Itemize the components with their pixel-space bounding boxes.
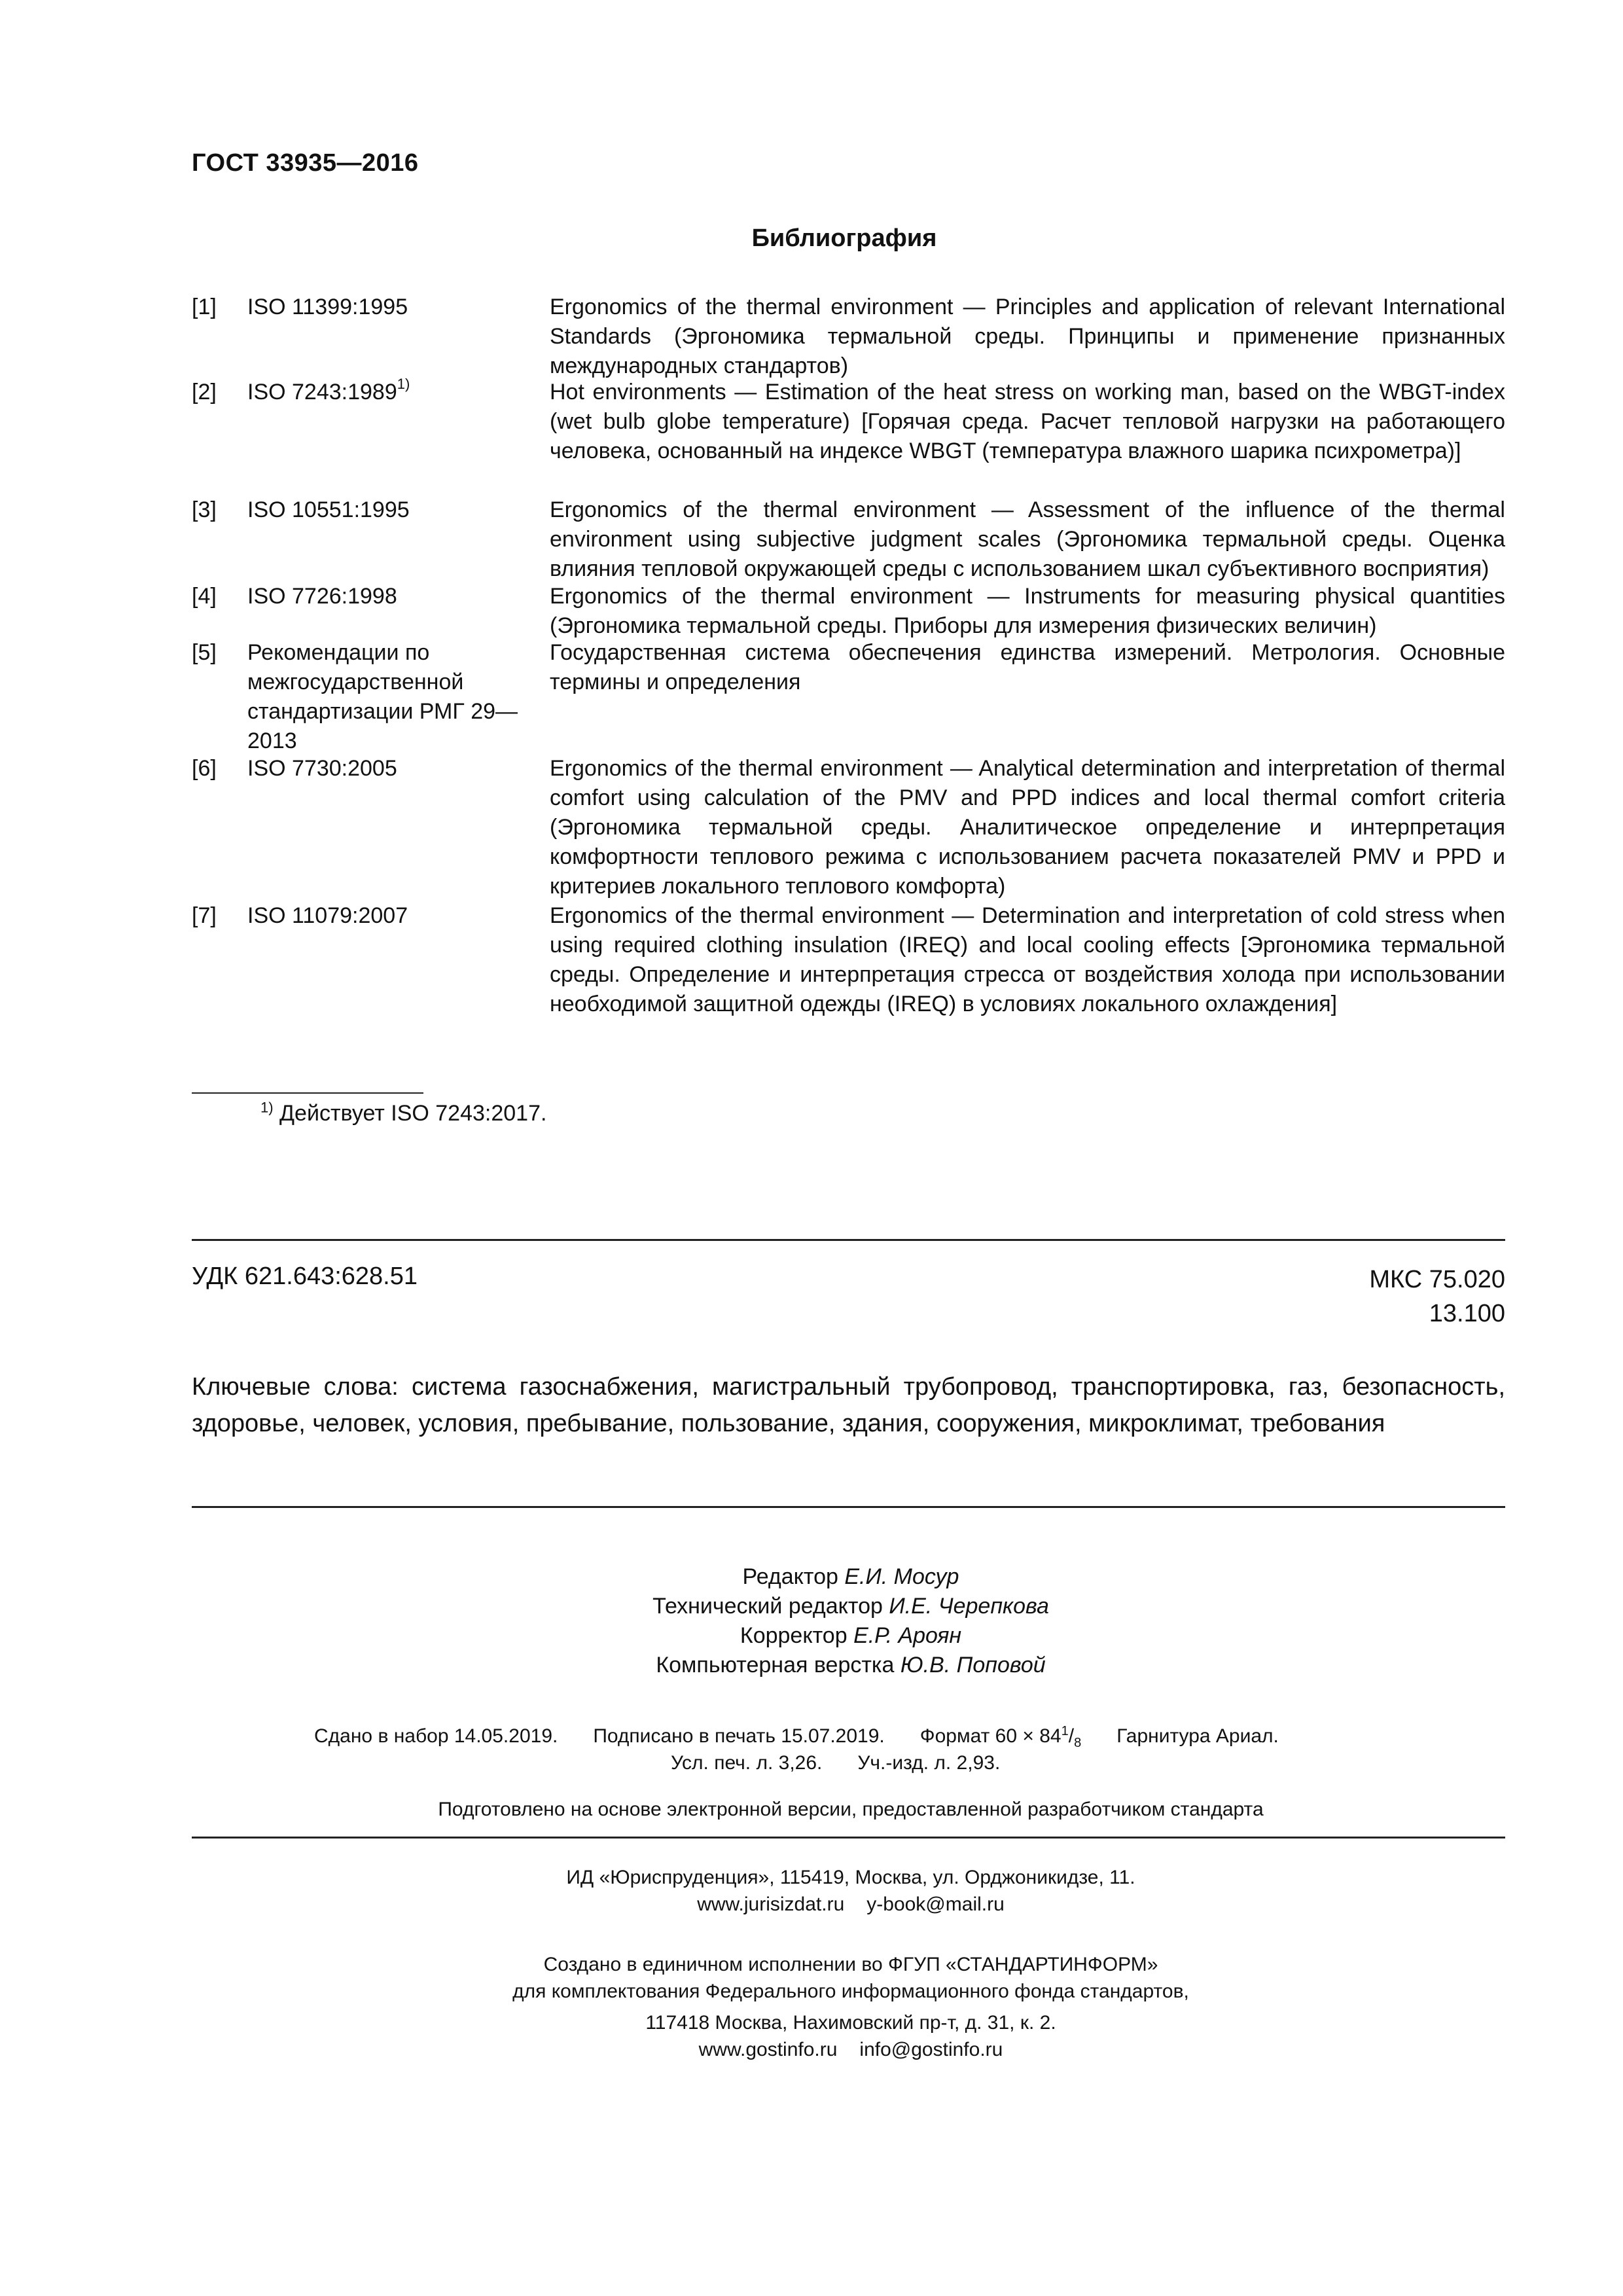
publisher-links — [0, 1891, 1623, 1918]
creation-info — [0, 1951, 1623, 2005]
creation-address — [0, 2009, 1623, 2063]
publication-row-1 — [314, 1723, 1314, 1749]
divider-middle — [192, 1506, 1505, 1508]
entry-code: Рекомендации по межгосударственной стандартизации РМГ 29—2013 — [247, 640, 518, 753]
credits — [0, 1562, 1623, 1680]
entry-number: [4] — [192, 584, 217, 609]
credit-layout — [0, 1651, 1623, 1680]
entry-description: Ergonomics of the thermal environment — Analytical determination and interpretation of thermal comfort using calculation of the PMV and PPD indices and local thermal comfort criteria (Эргономика термальной среды. Аналитическое определение и интерпретация комфортности теплового режима с использованием расчета показателей PMV и PPD и критериев локального теплового комфорта) — [550, 756, 1505, 899]
publication-info — [314, 1723, 1314, 1774]
credit-tech-editor — [0, 1592, 1623, 1621]
mks-line-1: МКС 75.020 — [1369, 1266, 1505, 1293]
created-address: 117418 Москва, Нахимовский пр-т, д. 31, к. 2. — [645, 2012, 1056, 2034]
font-name: Гарнитура Ариал. — [1116, 1725, 1279, 1747]
udk-code: УДК 621.643:628.51 — [192, 1263, 418, 1290]
credit-role: Компьютерная верстка — [656, 1653, 895, 1677]
entry-number: [6] — [192, 756, 217, 781]
mks-line-2: 13.100 — [1429, 1300, 1505, 1327]
prepared-note: Подготовлено на основе электронной версии, предоставленной разработчиком стандарта — [438, 1799, 1264, 1820]
mks-codes — [1047, 1263, 1505, 1331]
created-line-2: для комплектования Федерального информационного фонда стандартов, — [512, 1981, 1189, 2002]
entry-number: [2] — [192, 380, 217, 404]
footnote-mark: 1) — [260, 1099, 274, 1116]
entry-code: ISO 7726:1998 — [247, 584, 397, 609]
entry-code: ISO 7730:2005 — [247, 756, 397, 781]
publisher-address: ИД «Юриспруденция», 115419, Москва, ул. Орджоникидзе, 11. — [566, 1867, 1135, 1888]
publication-row-2 — [671, 1749, 1035, 1776]
entry-number: [5] — [192, 640, 217, 665]
footnote-separator — [192, 1092, 423, 1094]
divider-bottom — [192, 1837, 1505, 1839]
entry-description: Hot environments — Estimation of the heat stress on working man, based on the WBGT-index (wet bulb globe temperature) [Горячая среда. Расчет тепловой нагрузки на работающего человека, основанный на индексе WBGT (температура влажного шарика психрометра)] — [550, 380, 1505, 463]
format-numerator: 1 — [1061, 1724, 1069, 1738]
entry-code-wrap — [247, 375, 529, 407]
keywords: Ключевые слова: система газоснабжения, магистральный трубопровод, транспортировка, газ, безопасность, здоровье, человек, условия, пребывание, пользование, здания, сооружения, микроклимат, требования — [192, 1373, 1505, 1437]
credit-proofreader — [0, 1621, 1623, 1651]
publisher-email-link[interactable]: y-book@mail.ru — [866, 1893, 1005, 1915]
credit-name: Ю.В. Поповой — [900, 1653, 1046, 1677]
entry-code: ISO 10551:1995 — [247, 497, 410, 522]
gostinfo-email-link[interactable]: info@gostinfo.ru — [859, 2039, 1003, 2060]
footnote-text: Действует ISO 7243:2017. — [279, 1101, 547, 1126]
gostinfo-site-link[interactable]: www.gostinfo.ru — [698, 2039, 838, 2060]
credit-role: Редактор — [742, 1564, 838, 1589]
credit-editor — [0, 1562, 1623, 1592]
entry-number: [1] — [192, 295, 217, 319]
entry-code: ISO 11079:2007 — [247, 903, 408, 928]
entry-number: [7] — [192, 903, 217, 928]
document-header: ГОСТ 33935—2016 — [192, 149, 419, 177]
entry-description: Ergonomics of the thermal environment — Principles and application of relevant International Standards (Эргономика термальной среды. Принципы и применение признанных международных стандартов) — [550, 295, 1505, 378]
publisher-info — [0, 1864, 1623, 1918]
footnote-ref: 1) — [397, 375, 410, 392]
typeset-date: Сдано в набор 14.05.2019. — [314, 1725, 558, 1747]
gostinfo-links — [0, 2036, 1623, 2063]
footnote — [260, 1101, 546, 1126]
credit-name: Е.Р. Ароян — [853, 1623, 962, 1648]
credit-name: Е.И. Мосур — [844, 1564, 959, 1589]
entry-description: Государственная система обеспечения единства измерений. Метрология. Основные термины и определения — [550, 640, 1505, 694]
publ-sheets: Уч.-изд. л. 2,93. — [857, 1752, 1001, 1774]
divider-top — [192, 1239, 1505, 1241]
entry-number: [3] — [192, 497, 217, 522]
credit-name: И.Е. Черепкова — [889, 1594, 1049, 1619]
credit-role: Технический редактор — [652, 1594, 883, 1619]
entry-description: Ergonomics of the thermal environment — Assessment of the influence of the thermal environment using subjective judgment scales (Эргономика термальной среды. Оценка влияния тепловой окружающей среды с использованием шкал субъективного восприятия) — [550, 497, 1505, 581]
format-prefix: Формат 60 × 84 — [919, 1725, 1061, 1747]
format: Формат $60 \times 84^1/_8$ — [919, 1724, 1082, 1750]
publisher-site-link[interactable]: www.jurisizdat.ru — [697, 1893, 845, 1915]
bibliography-title: Библиография — [751, 224, 937, 252]
credit-role: Корректор — [740, 1623, 847, 1648]
entry-code: ISO 11399:1995 — [247, 295, 408, 319]
entry-description: Ergonomics of the thermal environment — Determination and interpretation of cold stress when using required clothing insulation (IREQ) and local cooling effects [Эргономика термальной среды. Определение и интерпретация стресса от воздействия холода при использовании необходимой защитной одежды (IREQ) в условиях локального охлаждения] — [550, 903, 1505, 1016]
entry-description: Ergonomics of the thermal environment — Instruments for measuring physical quantities (Эргономика термальной среды. Приборы для измерения физических величин) — [550, 584, 1505, 638]
signed-date: Подписано в печать 15.07.2019. — [593, 1725, 885, 1747]
created-line-1: Создано в единичном исполнении во ФГУП «СТАНДАРТИНФОРМ» — [543, 1954, 1158, 1975]
print-sheets: Усл. печ. л. 3,26. — [671, 1752, 823, 1774]
format-denominator: 8 — [1074, 1736, 1082, 1750]
entry-code: ISO 7243:1989 — [247, 380, 397, 404]
